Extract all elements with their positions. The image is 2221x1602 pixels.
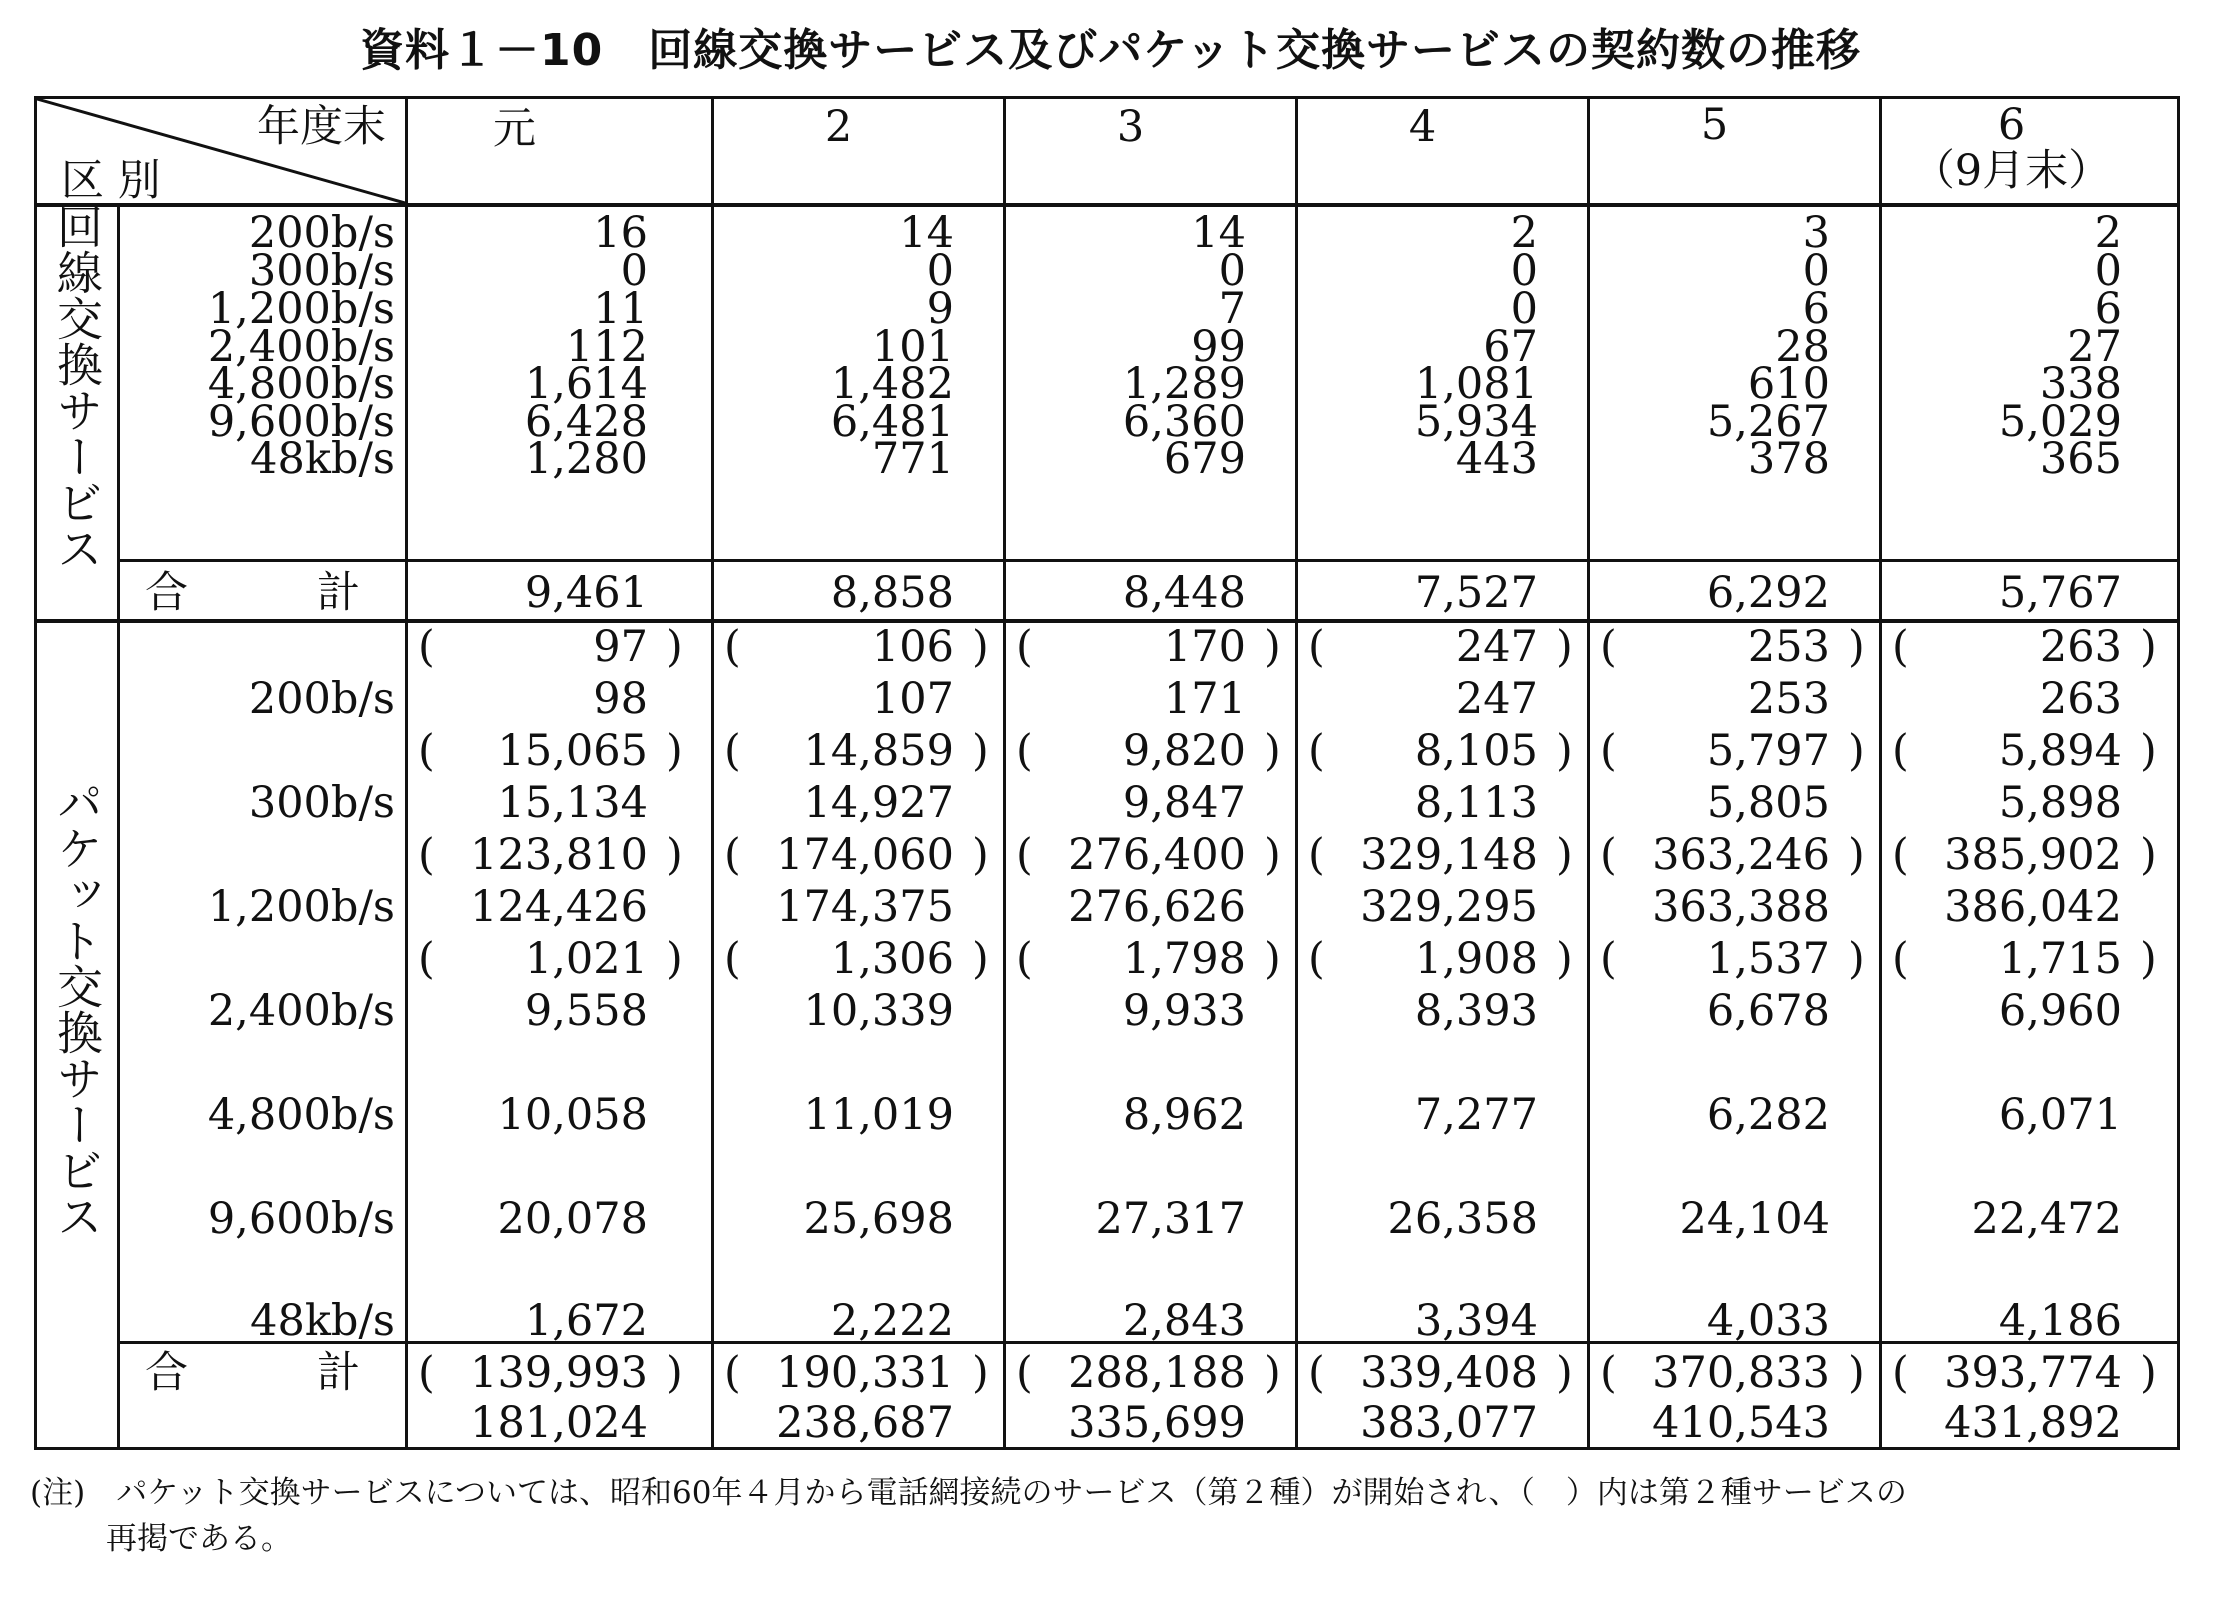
sub-cell: 123,810	[470, 830, 648, 880]
table-cell: 410,543	[1652, 1398, 1830, 1448]
paren-close: )	[1848, 1348, 1865, 1398]
paren-close: )	[972, 934, 989, 984]
paren-close: )	[666, 622, 683, 672]
table-cell: 0	[2094, 246, 2122, 296]
paren-open: (	[418, 934, 435, 984]
paren-open: (	[724, 622, 741, 672]
table-cell: 0	[620, 246, 648, 296]
table-cell: 171	[1163, 674, 1246, 724]
sub-cell: 170	[1163, 622, 1246, 672]
table-cell: 771	[871, 434, 954, 484]
table-cell: 9,933	[1122, 986, 1246, 1036]
circuit-total-rule	[117, 559, 2177, 562]
table-cell: 378	[1747, 434, 1830, 484]
paren-close: )	[1556, 830, 1573, 880]
sub-cell: 276,400	[1068, 830, 1246, 880]
table-cell: 238,687	[776, 1398, 954, 1448]
sub-cell: 385,902	[1944, 830, 2122, 880]
table-cell: 99	[1191, 322, 1246, 372]
table-cell: 443	[1455, 434, 1538, 484]
table-cell: 20,078	[497, 1194, 648, 1244]
table-cell: 335,699	[1068, 1398, 1246, 1448]
paren-open: (	[1016, 622, 1033, 672]
sub-cell: 14,859	[803, 726, 954, 776]
paren-open: (	[724, 726, 741, 776]
table-cell: 174,375	[776, 882, 954, 932]
sub-cell: 370,833	[1652, 1348, 1830, 1398]
table-cell: 253	[1747, 674, 1830, 724]
table-cell: 11	[593, 284, 648, 334]
paren-open: (	[1308, 726, 1325, 776]
table-cell: 2	[2094, 208, 2122, 258]
paren-open: (	[1308, 622, 1325, 672]
sub-cell: 139,993	[470, 1348, 648, 1398]
circuit-group-label: 回線交換サービス	[50, 203, 104, 571]
table-cell: 5,934	[1414, 397, 1538, 447]
table-cell: 98	[593, 674, 648, 724]
table-cell: 1,081	[1414, 359, 1538, 409]
sub-cell: 393,774	[1944, 1348, 2122, 1398]
speed-label: 48kb/s	[250, 1296, 395, 1346]
table-cell: 8,448	[1122, 568, 1246, 618]
paren-open: (	[1892, 934, 1909, 984]
paren-open: (	[418, 830, 435, 880]
paren-open: (	[418, 1348, 435, 1398]
table-cell: 27,317	[1095, 1194, 1246, 1244]
corner-label-year-end: 年度末	[257, 102, 386, 152]
speed-label: 200b/s	[248, 208, 395, 258]
table-cell: 4,186	[1998, 1296, 2122, 1346]
paren-close: )	[1848, 830, 1865, 880]
total-label: 合 計	[145, 1348, 360, 1398]
paren-close: )	[1264, 622, 1281, 672]
sub-cell: 263	[2039, 622, 2122, 672]
year-header: 5	[1700, 100, 1729, 150]
sub-cell: 8,105	[1414, 726, 1538, 776]
table-cell: 6	[2094, 284, 2122, 334]
table-cell: 28	[1775, 322, 1830, 372]
sub-cell: 1,908	[1414, 934, 1538, 984]
speed-label: 1,200b/s	[207, 284, 395, 334]
speed-label: 1,200b/s	[207, 882, 395, 932]
table-cell: 679	[1163, 434, 1246, 484]
table-cell: 181,024	[470, 1398, 648, 1448]
sub-cell: 363,246	[1652, 830, 1830, 880]
speed-label: 200b/s	[248, 674, 395, 724]
paren-open: (	[1892, 622, 1909, 672]
table-cell: 6,071	[1998, 1090, 2122, 1140]
packet-group-label: パケット交換サービス	[50, 779, 104, 1239]
table-cell: 1,289	[1122, 359, 1246, 409]
table-cell: 14	[899, 208, 954, 258]
footnote	[30, 1470, 2200, 1562]
paren-close: )	[2140, 1348, 2157, 1398]
speed-label: 300b/s	[248, 246, 395, 296]
corner-label-category: 区 別	[61, 156, 161, 206]
paren-open: (	[418, 622, 435, 672]
paren-open: (	[724, 1348, 741, 1398]
paren-open: (	[1308, 830, 1325, 880]
footnote-line-1: (注) パケット交換サービスについては、昭和60年４月から電話網接続のサービス（第２種）が開始され、（ ）内は第２種サービスの	[30, 1475, 1907, 1511]
table-cell: 8,393	[1414, 986, 1538, 1036]
table-cell: 6,678	[1706, 986, 1830, 1036]
sub-cell: 5,894	[1998, 726, 2122, 776]
table-cell: 26,358	[1387, 1194, 1538, 1244]
paren-open: (	[418, 726, 435, 776]
table-cell: 15,134	[497, 778, 648, 828]
sub-cell: 9,820	[1122, 726, 1246, 776]
table-cell: 6,481	[830, 397, 954, 447]
sub-cell: 190,331	[776, 1348, 954, 1398]
sub-cell: 1,715	[1998, 934, 2122, 984]
table-cell: 5,267	[1706, 397, 1830, 447]
table-cell: 386,042	[1944, 882, 2122, 932]
table-cell: 16	[593, 208, 648, 258]
table-cell: 27	[2067, 322, 2122, 372]
table-cell: 10,058	[497, 1090, 648, 1140]
table-cell: 22,472	[1971, 1194, 2122, 1244]
table-cell: 0	[1802, 246, 1830, 296]
year-header: 2	[824, 102, 853, 152]
table-cell: 6	[1802, 284, 1830, 334]
paren-close: )	[666, 830, 683, 880]
table-cell: 6,428	[524, 397, 648, 447]
table-cell: 107	[871, 674, 954, 724]
table-cell: 8,858	[830, 568, 954, 618]
table-cell: 5,898	[1998, 778, 2122, 828]
table-cell: 124,426	[470, 882, 648, 932]
table-cell: 7	[1218, 284, 1246, 334]
table-cell: 3,394	[1414, 1296, 1538, 1346]
table-cell: 4,033	[1706, 1296, 1830, 1346]
paren-close: )	[1848, 934, 1865, 984]
speed-label: 2,400b/s	[207, 322, 395, 372]
paren-close: )	[972, 830, 989, 880]
sub-cell: 1,537	[1706, 934, 1830, 984]
paren-close: )	[1556, 726, 1573, 776]
table-cell: 2	[1510, 208, 1538, 258]
year-header: 元	[493, 104, 536, 154]
table-cell: 2,222	[830, 1296, 954, 1346]
table-cell: 67	[1483, 322, 1538, 372]
year-header: 3	[1116, 102, 1145, 152]
paren-open: (	[1892, 830, 1909, 880]
table-cell: 338	[2039, 359, 2122, 409]
document-title: 資料１－10 回線交換サービス及びパケット交換サービスの契約数の推移	[359, 25, 1862, 76]
paren-close: )	[2140, 830, 2157, 880]
speed-label: 4,800b/s	[207, 359, 395, 409]
paren-close: )	[2140, 622, 2157, 672]
table-cell: 101	[871, 322, 954, 372]
table-cell: 6,292	[1706, 568, 1830, 618]
contracts-table	[34, 96, 2180, 1450]
sub-cell: 1,798	[1122, 934, 1246, 984]
paren-open: (	[1892, 1348, 1909, 1398]
paren-open: (	[1016, 726, 1033, 776]
total-label: 合 計	[145, 568, 360, 618]
paren-open: (	[1308, 1348, 1325, 1398]
table-cell: 10,339	[803, 986, 954, 1036]
paren-close: )	[2140, 934, 2157, 984]
paren-close: )	[972, 1348, 989, 1398]
table-cell: 2,843	[1122, 1296, 1246, 1346]
speed-label: 48kb/s	[250, 434, 395, 484]
table-cell: 6,282	[1706, 1090, 1830, 1140]
sub-cell: 15,065	[497, 726, 648, 776]
table-cell: 112	[565, 322, 648, 372]
year-header: 6	[1997, 100, 2026, 150]
table-cell: 25,698	[803, 1194, 954, 1244]
table-cell: 8,962	[1122, 1090, 1246, 1140]
speed-label: 300b/s	[248, 778, 395, 828]
sub-cell: 1,306	[830, 934, 954, 984]
speed-label: 9,600b/s	[207, 1194, 395, 1244]
paren-close: )	[1556, 1348, 1573, 1398]
paren-open: (	[1308, 934, 1325, 984]
sub-cell: 247	[1455, 622, 1538, 672]
table-cell: 9,847	[1122, 778, 1246, 828]
paren-close: )	[2140, 726, 2157, 776]
table-cell: 0	[1510, 284, 1538, 334]
paren-close: )	[1264, 1348, 1281, 1398]
table-cell: 5,029	[1998, 397, 2122, 447]
table-cell: 9,558	[524, 986, 648, 1036]
sub-cell: 174,060	[776, 830, 954, 880]
paren-close: )	[666, 726, 683, 776]
speed-label: 4,800b/s	[207, 1090, 395, 1140]
table-cell: 6,960	[1998, 986, 2122, 1036]
table-cell: 383,077	[1360, 1398, 1538, 1448]
speed-label: 2,400b/s	[207, 986, 395, 1036]
paren-close: )	[666, 1348, 683, 1398]
sub-cell: 106	[871, 622, 954, 672]
table-cell: 1,672	[524, 1296, 648, 1346]
table-cell: 7,277	[1414, 1090, 1538, 1140]
table-cell: 431,892	[1944, 1398, 2122, 1448]
table-cell: 9,461	[524, 568, 648, 618]
sub-cell: 253	[1747, 622, 1830, 672]
paren-open: (	[1600, 830, 1617, 880]
paren-open: (	[1892, 726, 1909, 776]
paren-open: (	[1016, 1348, 1033, 1398]
year-header: 4	[1408, 102, 1437, 152]
paren-close: )	[1556, 934, 1573, 984]
sub-cell: 288,188	[1068, 1348, 1246, 1398]
table-cell: 7,527	[1414, 568, 1538, 618]
footnote-line-2: 再掲である。	[106, 1521, 292, 1557]
paren-close: )	[1848, 622, 1865, 672]
year-header-sub: （9月末）	[1911, 146, 2112, 196]
sub-cell: 1,021	[524, 934, 648, 984]
table-cell: 276,626	[1068, 882, 1246, 932]
table-cell: 11,019	[803, 1090, 954, 1140]
speed-label: 9,600b/s	[207, 397, 395, 447]
paren-open: (	[1600, 622, 1617, 672]
table-cell: 0	[926, 246, 954, 296]
paren-close: )	[1848, 726, 1865, 776]
paren-open: (	[1016, 934, 1033, 984]
sub-cell: 97	[593, 622, 648, 672]
table-cell: 263	[2039, 674, 2122, 724]
table-cell: 9	[926, 284, 954, 334]
table-cell: 14,927	[803, 778, 954, 828]
table-cell: 1,280	[524, 434, 648, 484]
table-cell: 5,767	[1998, 568, 2122, 618]
table-cell: 14	[1191, 208, 1246, 258]
table-cell: 3	[1802, 208, 1830, 258]
table-cell: 610	[1747, 359, 1830, 409]
table-cell: 363,388	[1652, 882, 1830, 932]
table-cell: 24,104	[1679, 1194, 1830, 1244]
paren-open: (	[1600, 726, 1617, 776]
paren-open: (	[1016, 830, 1033, 880]
paren-close: )	[1556, 622, 1573, 672]
paren-close: )	[1264, 726, 1281, 776]
paren-open: (	[1600, 934, 1617, 984]
table-cell: 0	[1510, 246, 1538, 296]
table-cell: 5,805	[1706, 778, 1830, 828]
paren-close: )	[666, 934, 683, 984]
table-cell: 329,295	[1360, 882, 1538, 932]
paren-close: )	[1264, 934, 1281, 984]
sub-cell: 5,797	[1706, 726, 1830, 776]
table-cell: 247	[1455, 674, 1538, 724]
paren-close: )	[1264, 830, 1281, 880]
sub-cell: 339,408	[1360, 1348, 1538, 1398]
paren-open: (	[724, 934, 741, 984]
table-cell: 0	[1218, 246, 1246, 296]
table-cell: 365	[2039, 434, 2122, 484]
paren-close: )	[972, 726, 989, 776]
sub-cell: 329,148	[1360, 830, 1538, 880]
table-cell: 8,113	[1414, 778, 1538, 828]
paren-open: (	[1600, 1348, 1617, 1398]
table-cell: 6,360	[1122, 397, 1246, 447]
paren-close: )	[972, 622, 989, 672]
table-cell: 1,482	[830, 359, 954, 409]
paren-open: (	[724, 830, 741, 880]
table-cell: 1,614	[524, 359, 648, 409]
